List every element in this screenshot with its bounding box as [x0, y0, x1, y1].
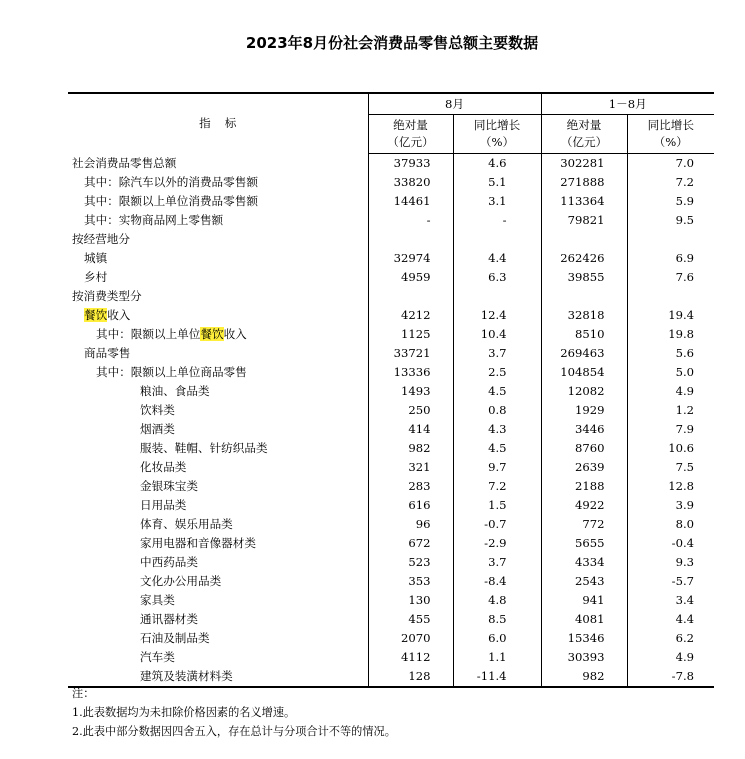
aug-yoy-value: 4.3 — [453, 420, 541, 439]
ytd-yoy-value: 6.9 — [627, 249, 714, 268]
aug-yoy-value: 4.4 — [453, 249, 541, 268]
aug-value: 4212 — [368, 306, 453, 325]
row-label: 家用电器和音像器材类 — [140, 536, 256, 550]
aug-yoy-value: 12.4 — [453, 306, 541, 325]
ytd-value: 12082 — [541, 382, 627, 401]
aug-yoy-value: 7.2 — [453, 477, 541, 496]
aug-value: 37933 — [368, 154, 453, 174]
row-label: 按消费类型分 — [72, 289, 142, 303]
aug-value: 4112 — [368, 648, 453, 667]
yoy-header: 同比增长 （%） — [627, 115, 714, 154]
aug-value: 130 — [368, 591, 453, 610]
search-highlight: 餐饮 — [84, 308, 108, 322]
table-row — [68, 515, 714, 534]
aug-yoy-value: -8.4 — [453, 572, 541, 591]
table-row — [68, 496, 714, 515]
table-row — [68, 192, 714, 211]
row-label: 文化办公用品类 — [140, 574, 222, 588]
table-row — [68, 439, 714, 458]
ytd-yoy-value: 5.9 — [627, 192, 714, 211]
aug-value: 2070 — [368, 629, 453, 648]
row-label: 体育、娱乐用品类 — [140, 517, 233, 531]
aug-yoy-value: 3.7 — [453, 553, 541, 572]
ytd-value: 5655 — [541, 534, 627, 553]
ytd-yoy-value: 5.6 — [627, 344, 714, 363]
aug-value: 982 — [368, 439, 453, 458]
ytd-value: 4334 — [541, 553, 627, 572]
table-row — [68, 648, 714, 667]
ytd-yoy-value: 8.0 — [627, 515, 714, 534]
row-label: 商品零售 — [84, 346, 131, 360]
aug-yoy-value: -2.9 — [453, 534, 541, 553]
ytd-value: 982 — [541, 667, 627, 687]
ytd-value: 772 — [541, 515, 627, 534]
row-label: 化妆品类 — [140, 460, 187, 474]
aug-yoy-value: 4.5 — [453, 439, 541, 458]
aug-yoy-value: 5.1 — [453, 173, 541, 192]
ytd-value: 15346 — [541, 629, 627, 648]
aug-yoy-value: 4.5 — [453, 382, 541, 401]
row-label: 家具类 — [140, 593, 175, 607]
ytd-yoy-value: -5.7 — [627, 572, 714, 591]
aug-value: - — [368, 211, 453, 230]
table-row — [68, 572, 714, 591]
aug-value: 455 — [368, 610, 453, 629]
ytd-yoy-value: 5.0 — [627, 363, 714, 382]
aug-value: 33721 — [368, 344, 453, 363]
row-label: 其中：实物商品网上零售额 — [84, 213, 224, 227]
aug-value — [368, 287, 453, 306]
ytd-value — [541, 230, 627, 249]
ytd-yoy-value: 9.3 — [627, 553, 714, 572]
aug-yoy-value: 4.8 — [453, 591, 541, 610]
ytd-yoy-value: 3.9 — [627, 496, 714, 515]
row-label: 其中：限额以上单位商品零售 — [96, 365, 247, 379]
ytd-value: 2188 — [541, 477, 627, 496]
aug-value: 4959 — [368, 268, 453, 287]
ytd-yoy-value: -0.4 — [627, 534, 714, 553]
table-row — [68, 401, 714, 420]
aug-value: 13336 — [368, 363, 453, 382]
table-row — [68, 458, 714, 477]
note-2: 2.此表中部分数据因四舍五入，存在总计与分项合计不等的情况。 — [72, 725, 396, 738]
row-label: 按经营地分 — [72, 232, 130, 246]
period-header-august: 8月 — [368, 93, 541, 115]
ytd-yoy-value: 7.5 — [627, 458, 714, 477]
aug-yoy-value: 3.7 — [453, 344, 541, 363]
row-label: 通讯器材类 — [140, 612, 198, 626]
table-body — [68, 154, 714, 688]
table-row — [68, 382, 714, 401]
ytd-yoy-value: 4.9 — [627, 382, 714, 401]
aug-yoy-value: 9.7 — [453, 458, 541, 477]
row-label: 石油及制品类 — [140, 631, 210, 645]
ytd-value: 39855 — [541, 268, 627, 287]
ytd-value: 302281 — [541, 154, 627, 174]
row-label: 饮料类 — [140, 403, 175, 417]
row-label: 烟酒类 — [140, 422, 175, 436]
indicator-header: 指标 — [68, 93, 368, 154]
ytd-yoy-value: 12.8 — [627, 477, 714, 496]
aug-value: 32974 — [368, 249, 453, 268]
aug-yoy-value — [453, 230, 541, 249]
table-row — [68, 534, 714, 553]
ytd-value: 262426 — [541, 249, 627, 268]
ytd-value: 79821 — [541, 211, 627, 230]
aug-value: 616 — [368, 496, 453, 515]
table-row — [68, 268, 714, 287]
ytd-value: 113364 — [541, 192, 627, 211]
row-label: 其中：除汽车以外的消费品零售额 — [84, 175, 258, 189]
ytd-value: 8760 — [541, 439, 627, 458]
ytd-yoy-value: 10.6 — [627, 439, 714, 458]
row-label: 粮油、食品类 — [140, 384, 210, 398]
aug-value: 283 — [368, 477, 453, 496]
table-row — [68, 477, 714, 496]
aug-value: 414 — [368, 420, 453, 439]
aug-yoy-value: 1.1 — [453, 648, 541, 667]
ytd-yoy-value: 7.2 — [627, 173, 714, 192]
ytd-value: 1929 — [541, 401, 627, 420]
ytd-yoy-value: 6.2 — [627, 629, 714, 648]
aug-value: 96 — [368, 515, 453, 534]
page-title: 2023年8月份社会消费品零售总额主要数据 — [245, 34, 539, 52]
aug-yoy-value: -11.4 — [453, 667, 541, 687]
period-header-jan-aug: 1－8月 — [541, 93, 714, 115]
aug-yoy-value — [453, 287, 541, 306]
ytd-value: 4081 — [541, 610, 627, 629]
aug-yoy-value: 10.4 — [453, 325, 541, 344]
table-row — [68, 420, 714, 439]
aug-yoy-value: 0.8 — [453, 401, 541, 420]
aug-yoy-value: -0.7 — [453, 515, 541, 534]
row-label: 金银珠宝类 — [140, 479, 198, 493]
row-label: 餐饮收入 — [84, 308, 131, 322]
ytd-value: 104854 — [541, 363, 627, 382]
aug-yoy-value: 3.1 — [453, 192, 541, 211]
search-highlight: 餐饮 — [200, 327, 224, 341]
row-label: 汽车类 — [140, 650, 175, 664]
notes-heading: 注： — [72, 687, 95, 700]
row-label: 乡村 — [84, 270, 108, 284]
table-row — [68, 211, 714, 230]
ytd-value: 269463 — [541, 344, 627, 363]
ytd-yoy-value: 19.4 — [627, 306, 714, 325]
ytd-value: 30393 — [541, 648, 627, 667]
aug-value: 672 — [368, 534, 453, 553]
row-label: 建筑及装潢材料类 — [68, 667, 368, 687]
ytd-yoy-value — [627, 230, 714, 249]
table-row — [68, 173, 714, 192]
ytd-value: 4922 — [541, 496, 627, 515]
aug-yoy-value: 6.3 — [453, 268, 541, 287]
abs-header: 绝对量 （亿元） — [368, 115, 453, 154]
table-row — [68, 230, 714, 249]
ytd-value: 2543 — [541, 572, 627, 591]
aug-value: 250 — [368, 401, 453, 420]
ytd-value — [541, 287, 627, 306]
table-row — [68, 629, 714, 648]
aug-value: 33820 — [368, 173, 453, 192]
row-label: 日用品类 — [140, 498, 187, 512]
table-row — [68, 154, 714, 174]
ytd-yoy-value: 4.9 — [627, 648, 714, 667]
table-row — [68, 363, 714, 382]
aug-value: 321 — [368, 458, 453, 477]
ytd-value: 8510 — [541, 325, 627, 344]
table-row — [68, 591, 714, 610]
table-row — [68, 249, 714, 268]
aug-value: 128 — [368, 667, 453, 687]
aug-yoy-value: 8.5 — [453, 610, 541, 629]
abs-header: 绝对量 （亿元） — [541, 115, 627, 154]
ytd-value: 941 — [541, 591, 627, 610]
aug-yoy-value: 4.6 — [453, 154, 541, 174]
table-row — [68, 287, 714, 306]
table-row — [68, 325, 714, 344]
aug-value: 14461 — [368, 192, 453, 211]
table-row — [68, 306, 714, 325]
retail-sales-table — [68, 92, 714, 688]
row-label: 社会消费品零售总额 — [72, 155, 177, 170]
row-label: 其中：限额以上单位消费品零售额 — [84, 194, 258, 208]
aug-value: 523 — [368, 553, 453, 572]
ytd-yoy-value: 9.5 — [627, 211, 714, 230]
ytd-yoy-value: 3.4 — [627, 591, 714, 610]
ytd-value: 271888 — [541, 173, 627, 192]
aug-yoy-value: - — [453, 211, 541, 230]
row-label: 中西药品类 — [140, 555, 198, 569]
aug-yoy-value: 2.5 — [453, 363, 541, 382]
ytd-yoy-value: 19.8 — [627, 325, 714, 344]
ytd-yoy-value: 7.9 — [627, 420, 714, 439]
row-label: 服装、鞋帽、针纺织品类 — [140, 441, 268, 455]
ytd-yoy-value: 7.0 — [627, 154, 714, 174]
aug-value: 1493 — [368, 382, 453, 401]
ytd-yoy-value: -7.8 — [627, 667, 714, 687]
yoy-header: 同比增长 （%） — [453, 115, 541, 154]
table-row — [68, 344, 714, 363]
note-1: 1.此表数据均为未扣除价格因素的名义增速。 — [72, 706, 296, 719]
ytd-yoy-value: 7.6 — [627, 268, 714, 287]
table-row — [68, 553, 714, 572]
aug-value: 1125 — [368, 325, 453, 344]
row-label: 城镇 — [84, 251, 108, 265]
table-row — [68, 610, 714, 629]
ytd-value: 32818 — [541, 306, 627, 325]
row-label: 其中：限额以上单位餐饮收入 — [96, 327, 247, 341]
ytd-value: 2639 — [541, 458, 627, 477]
ytd-yoy-value — [627, 287, 714, 306]
ytd-yoy-value: 4.4 — [627, 610, 714, 629]
aug-value: 353 — [368, 572, 453, 591]
aug-yoy-value: 6.0 — [453, 629, 541, 648]
aug-yoy-value: 1.5 — [453, 496, 541, 515]
aug-value — [368, 230, 453, 249]
ytd-yoy-value: 1.2 — [627, 401, 714, 420]
notes — [72, 684, 396, 741]
ytd-value: 3446 — [541, 420, 627, 439]
